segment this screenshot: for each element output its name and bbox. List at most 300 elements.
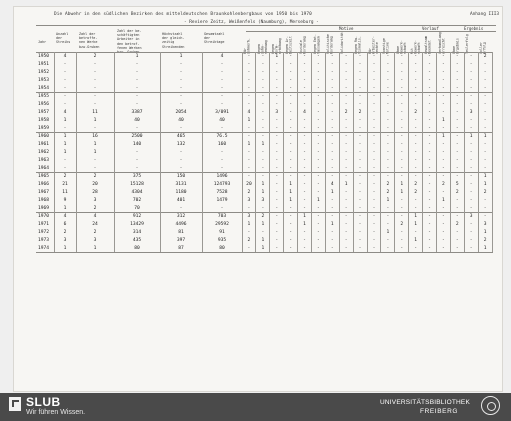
table-cell: 1 bbox=[114, 53, 160, 61]
table-cell: - bbox=[311, 124, 325, 132]
table-reference: Anhang III3 bbox=[470, 12, 500, 17]
table-cell: - bbox=[76, 101, 114, 109]
table-cell: - bbox=[381, 69, 395, 77]
table-cell: - bbox=[478, 92, 492, 100]
table-cell: - bbox=[436, 92, 450, 100]
table-cell: - bbox=[450, 76, 464, 84]
table-cell: - bbox=[450, 244, 464, 252]
table-cell: 1 bbox=[325, 189, 339, 197]
table-cell: 1 bbox=[76, 116, 114, 124]
table-cell: 1 bbox=[284, 181, 298, 189]
table-cell: - bbox=[450, 149, 464, 157]
table-cell: - bbox=[242, 156, 256, 164]
table-cell: - bbox=[409, 101, 423, 109]
table-cell: - bbox=[381, 236, 395, 244]
table-cell: - bbox=[298, 229, 312, 237]
table-cell: - bbox=[478, 61, 492, 69]
table-cell: - bbox=[298, 164, 312, 172]
table-cell: - bbox=[339, 101, 353, 109]
table-cell: - bbox=[339, 189, 353, 197]
table-cell: - bbox=[464, 141, 478, 149]
table-cell: - bbox=[381, 116, 395, 124]
table-cell: - bbox=[423, 149, 437, 157]
table-cell: - bbox=[353, 141, 367, 149]
table-cell: - bbox=[450, 196, 464, 204]
table-cell: - bbox=[450, 204, 464, 212]
table-cell: - bbox=[409, 172, 423, 180]
table-cell: 1 bbox=[298, 212, 312, 220]
table-cell: 20 bbox=[242, 181, 256, 189]
table-cell: - bbox=[339, 236, 353, 244]
table-row bbox=[36, 149, 492, 157]
vertical-header: Sonstige Motive bbox=[382, 38, 390, 54]
table-cell: - bbox=[464, 61, 478, 69]
table-cell: - bbox=[436, 156, 450, 164]
table-cell: - bbox=[353, 212, 367, 220]
table-cell: - bbox=[367, 229, 381, 237]
table-cell: - bbox=[450, 229, 464, 237]
table-cell: 1963 bbox=[36, 156, 54, 164]
table-cell: - bbox=[367, 212, 381, 220]
table-row bbox=[36, 84, 492, 92]
table-cell: 1 bbox=[76, 149, 114, 157]
table-cell: - bbox=[423, 229, 437, 237]
table-cell: 397 bbox=[160, 236, 202, 244]
vertical-header: Gegen Ar-beitszeit bbox=[284, 36, 293, 54]
table-cell: - bbox=[311, 221, 325, 229]
table-cell: - bbox=[242, 132, 256, 140]
table-cell: - bbox=[395, 236, 409, 244]
table-cell: - bbox=[256, 92, 270, 100]
table-cell: - bbox=[298, 236, 312, 244]
table-cell: 1 bbox=[284, 196, 298, 204]
table-cell: 160 bbox=[202, 141, 242, 149]
table-cell: - bbox=[202, 204, 242, 212]
table-cell: 375 bbox=[114, 172, 160, 180]
table-cell: - bbox=[436, 124, 450, 132]
table-cell: 1 bbox=[270, 53, 284, 61]
table-row bbox=[36, 124, 492, 132]
table-cell: - bbox=[298, 69, 312, 77]
table-cell: 2 bbox=[54, 172, 76, 180]
table-cell: 1180 bbox=[160, 189, 202, 197]
table-row bbox=[36, 116, 492, 124]
table-cell: 1 bbox=[256, 244, 270, 252]
table-cell: 702 bbox=[114, 196, 160, 204]
strike-table bbox=[36, 52, 493, 253]
table-cell: 1953 bbox=[36, 76, 54, 84]
vertical-header: Gewaltsam beendet bbox=[423, 36, 432, 54]
table-cell: - bbox=[450, 156, 464, 164]
university-city: FREIBERG bbox=[420, 408, 459, 415]
slub-logo-icon bbox=[9, 397, 21, 411]
vertical-header: Für Arbeiter-rechte bbox=[368, 36, 380, 54]
table-cell: - bbox=[409, 124, 423, 132]
table-cell: - bbox=[353, 53, 367, 61]
table-cell: - bbox=[311, 132, 325, 140]
table-cell: 2 bbox=[409, 181, 423, 189]
table-cell: - bbox=[339, 196, 353, 204]
table-cell: 1 bbox=[478, 132, 492, 140]
table-cell: - bbox=[256, 53, 270, 61]
table-cell: - bbox=[381, 141, 395, 149]
table-cell: 91 bbox=[202, 229, 242, 237]
table-cell: - bbox=[395, 132, 409, 140]
table-cell: - bbox=[409, 69, 423, 77]
table-cell: - bbox=[242, 69, 256, 77]
table-cell: 1 bbox=[242, 141, 256, 149]
table-cell: - bbox=[395, 229, 409, 237]
table-cell: - bbox=[54, 156, 76, 164]
table-cell: - bbox=[242, 76, 256, 84]
table-cell: 1 bbox=[284, 189, 298, 197]
table-cell: - bbox=[367, 69, 381, 77]
table-cell: - bbox=[395, 204, 409, 212]
university-seal-icon bbox=[481, 396, 500, 415]
table-cell: - bbox=[478, 116, 492, 124]
table-cell: - bbox=[270, 229, 284, 237]
table-row bbox=[36, 172, 492, 180]
table-cell: - bbox=[436, 212, 450, 220]
table-cell: - bbox=[298, 84, 312, 92]
table-cell: - bbox=[325, 141, 339, 149]
table-cell: - bbox=[367, 84, 381, 92]
vertical-header: Mit Gewerk-schaft bbox=[409, 40, 421, 54]
table-cell: - bbox=[311, 61, 325, 69]
table-cell: - bbox=[395, 69, 409, 77]
table-cell: - bbox=[381, 109, 395, 117]
table-cell: - bbox=[381, 244, 395, 252]
table-cell: - bbox=[381, 164, 395, 172]
table-cell: - bbox=[478, 212, 492, 220]
table-cell: 76.5 bbox=[202, 132, 242, 140]
table-cell: - bbox=[270, 149, 284, 157]
table-cell: 1961 bbox=[36, 141, 54, 149]
table-cell: - bbox=[423, 244, 437, 252]
table-cell: 1 bbox=[76, 141, 114, 149]
table-cell: 1 bbox=[256, 221, 270, 229]
table-cell: - bbox=[298, 124, 312, 132]
table-cell: - bbox=[284, 221, 298, 229]
table-cell: - bbox=[367, 244, 381, 252]
table-cell: 1 bbox=[325, 221, 339, 229]
table-cell: 1 bbox=[54, 149, 76, 157]
table-cell: - bbox=[270, 132, 284, 140]
table-cell: - bbox=[478, 84, 492, 92]
table-cell: 4 bbox=[202, 53, 242, 61]
table-cell: - bbox=[381, 221, 395, 229]
table-cell: - bbox=[464, 84, 478, 92]
document-title: Die Abwehr in den südlichen Bezirken des mitteldeutschen Braunkohlenbergbaus von 1950 bis 1970 bbox=[54, 12, 312, 17]
table-cell: - bbox=[395, 53, 409, 61]
table-cell: - bbox=[284, 101, 298, 109]
table-cell: - bbox=[298, 141, 312, 149]
table-cell: - bbox=[54, 101, 76, 109]
table-cell: 2 bbox=[76, 53, 114, 61]
table-top-rule bbox=[36, 25, 496, 26]
table-cell: 1 bbox=[436, 196, 450, 204]
table-cell: 15128 bbox=[114, 181, 160, 189]
table-cell: - bbox=[395, 61, 409, 69]
table-cell: 1 bbox=[242, 116, 256, 124]
table-cell: 140 bbox=[114, 141, 160, 149]
table-cell: - bbox=[298, 181, 312, 189]
table-cell: - bbox=[436, 76, 450, 84]
table-row bbox=[36, 69, 492, 77]
table-cell: - bbox=[464, 149, 478, 157]
table-cell: - bbox=[325, 132, 339, 140]
table-cell: - bbox=[381, 204, 395, 212]
table-cell: 2 bbox=[256, 212, 270, 220]
table-cell: - bbox=[339, 164, 353, 172]
table-cell: - bbox=[270, 124, 284, 132]
table-cell: - bbox=[478, 164, 492, 172]
table-cell: - bbox=[450, 53, 464, 61]
table-cell: - bbox=[298, 172, 312, 180]
table-cell: - bbox=[409, 196, 423, 204]
table-cell: - bbox=[353, 124, 367, 132]
table-cell: - bbox=[478, 124, 492, 132]
table-cell: - bbox=[464, 172, 478, 180]
table-cell: - bbox=[353, 116, 367, 124]
table-cell: - bbox=[367, 189, 381, 197]
slub-logo-text: SLUB bbox=[26, 395, 61, 409]
table-cell: - bbox=[409, 61, 423, 69]
table-cell: - bbox=[436, 69, 450, 77]
table-cell: 1 bbox=[76, 244, 114, 252]
table-cell: - bbox=[367, 196, 381, 204]
table-cell: - bbox=[381, 76, 395, 84]
table-cell: - bbox=[298, 53, 312, 61]
table-cell: - bbox=[464, 92, 478, 100]
table-cell: - bbox=[450, 61, 464, 69]
table-cell: - bbox=[395, 149, 409, 157]
table-cell: - bbox=[367, 172, 381, 180]
table-cell: - bbox=[242, 61, 256, 69]
table-cell: - bbox=[339, 116, 353, 124]
table-cell: 1967 bbox=[36, 189, 54, 197]
scanned-page bbox=[13, 6, 503, 392]
table-cell: - bbox=[450, 164, 464, 172]
table-cell: - bbox=[423, 212, 437, 220]
table-cell: - bbox=[381, 53, 395, 61]
group-heading-ergebnis: Ergebnis bbox=[464, 26, 484, 31]
table-cell: 2 bbox=[381, 189, 395, 197]
table-cell: - bbox=[464, 116, 478, 124]
table-cell: - bbox=[114, 76, 160, 84]
table-cell: - bbox=[160, 156, 202, 164]
table-cell: - bbox=[256, 116, 270, 124]
table-cell: - bbox=[353, 84, 367, 92]
table-row bbox=[36, 53, 492, 61]
table-cell: - bbox=[160, 204, 202, 212]
table-cell: 314 bbox=[114, 229, 160, 237]
table-cell: - bbox=[436, 109, 450, 117]
table-cell: - bbox=[339, 61, 353, 69]
table-cell: 3 bbox=[464, 109, 478, 117]
table-cell: 2 bbox=[409, 189, 423, 197]
table-cell: - bbox=[436, 229, 450, 237]
table-cell: 132 bbox=[160, 141, 202, 149]
table-cell: - bbox=[242, 84, 256, 92]
table-cell: - bbox=[202, 76, 242, 84]
table-cell: - bbox=[114, 69, 160, 77]
table-cell: - bbox=[160, 149, 202, 157]
table-cell: - bbox=[478, 101, 492, 109]
table-cell: - bbox=[256, 61, 270, 69]
table-cell: - bbox=[284, 172, 298, 180]
vertical-header: Teilerfolg bbox=[465, 34, 470, 54]
table-cell: 1 bbox=[256, 141, 270, 149]
table-cell: - bbox=[423, 204, 437, 212]
table-cell: - bbox=[367, 181, 381, 189]
table-cell: 6 bbox=[54, 221, 76, 229]
table-cell: - bbox=[325, 61, 339, 69]
table-cell: - bbox=[423, 181, 437, 189]
table-cell: - bbox=[395, 244, 409, 252]
table-cell: - bbox=[381, 149, 395, 157]
table-cell: 1 bbox=[311, 196, 325, 204]
table-cell: - bbox=[160, 124, 202, 132]
table-cell: - bbox=[298, 204, 312, 212]
table-cell: 401 bbox=[160, 196, 202, 204]
table-cell: - bbox=[284, 61, 298, 69]
table-cell: 124793 bbox=[202, 181, 242, 189]
table-cell: - bbox=[298, 149, 312, 157]
table-cell: 3387 bbox=[114, 109, 160, 117]
table-cell: - bbox=[311, 109, 325, 117]
table-cell: - bbox=[381, 101, 395, 109]
table-cell: 1951 bbox=[36, 61, 54, 69]
table-cell: 1959 bbox=[36, 124, 54, 132]
table-cell: 1968 bbox=[36, 196, 54, 204]
table-cell: - bbox=[325, 204, 339, 212]
vertical-header: Gegen Ra-tionalis. bbox=[354, 36, 362, 54]
table-cell: 2 bbox=[381, 181, 395, 189]
table-cell: - bbox=[381, 61, 395, 69]
table-cell: - bbox=[311, 189, 325, 197]
table-cell: - bbox=[256, 101, 270, 109]
table-cell: - bbox=[311, 53, 325, 61]
table-cell: 1971 bbox=[36, 221, 54, 229]
table-cell: - bbox=[311, 172, 325, 180]
table-cell: 1 bbox=[256, 181, 270, 189]
table-cell: - bbox=[325, 76, 339, 84]
table-cell: - bbox=[423, 92, 437, 100]
table-cell: 435 bbox=[114, 236, 160, 244]
table-cell: 1 bbox=[478, 244, 492, 252]
table-cell: - bbox=[436, 149, 450, 157]
table-row bbox=[36, 141, 492, 149]
table-cell: - bbox=[464, 196, 478, 204]
table-cell: - bbox=[450, 236, 464, 244]
table-cell: - bbox=[114, 156, 160, 164]
table-cell: - bbox=[464, 236, 478, 244]
table-cell: - bbox=[284, 212, 298, 220]
vertical-header: Soziale Forderung bbox=[298, 36, 307, 54]
table-cell: - bbox=[202, 61, 242, 69]
table-cell: - bbox=[450, 92, 464, 100]
table-cell: - bbox=[76, 92, 114, 100]
table-cell: - bbox=[353, 101, 367, 109]
table-cell: 81 bbox=[160, 229, 202, 237]
table-cell: - bbox=[464, 189, 478, 197]
table-cell: - bbox=[311, 236, 325, 244]
table-cell: 11 bbox=[54, 189, 76, 197]
vertical-header: Solidarität bbox=[340, 32, 345, 54]
table-cell: - bbox=[381, 172, 395, 180]
table-cell: - bbox=[311, 141, 325, 149]
table-cell: - bbox=[256, 149, 270, 157]
table-cell: - bbox=[160, 84, 202, 92]
table-cell: - bbox=[367, 109, 381, 117]
table-cell: - bbox=[353, 76, 367, 84]
table-cell: - bbox=[367, 116, 381, 124]
table-cell: 40 bbox=[160, 116, 202, 124]
table-cell: - bbox=[202, 101, 242, 109]
table-row bbox=[36, 236, 492, 244]
table-cell: - bbox=[76, 164, 114, 172]
table-cell: 20 bbox=[76, 181, 114, 189]
table-cell: 2 bbox=[76, 172, 114, 180]
table-cell: 2 bbox=[450, 221, 464, 229]
table-cell: 1 bbox=[54, 132, 76, 140]
table-cell: - bbox=[325, 109, 339, 117]
table-cell: - bbox=[311, 76, 325, 84]
table-cell: - bbox=[423, 69, 437, 77]
table-cell: - bbox=[409, 92, 423, 100]
table-cell: - bbox=[423, 76, 437, 84]
table-cell: - bbox=[450, 212, 464, 220]
table-cell: - bbox=[423, 196, 437, 204]
table-cell: 4 bbox=[242, 109, 256, 117]
table-cell: - bbox=[284, 109, 298, 117]
table-cell: - bbox=[284, 132, 298, 140]
table-cell: 312 bbox=[160, 212, 202, 220]
table-cell: 1 bbox=[381, 229, 395, 237]
table-cell: - bbox=[284, 156, 298, 164]
table-cell: - bbox=[436, 53, 450, 61]
table-cell: - bbox=[409, 156, 423, 164]
table-cell: - bbox=[311, 212, 325, 220]
table-cell: 1974 bbox=[36, 244, 54, 252]
table-cell: 1956 bbox=[36, 101, 54, 109]
vertical-header: Verhandlung erreicht bbox=[437, 32, 446, 54]
table-cell: - bbox=[202, 164, 242, 172]
table-cell: - bbox=[464, 204, 478, 212]
table-cell: - bbox=[409, 84, 423, 92]
table-cell: 912 bbox=[114, 212, 160, 220]
table-cell: - bbox=[242, 244, 256, 252]
table-cell: 1973 bbox=[36, 236, 54, 244]
table-cell: - bbox=[353, 61, 367, 69]
table-cell: - bbox=[409, 141, 423, 149]
table-cell: - bbox=[202, 84, 242, 92]
table-cell: 1958 bbox=[36, 116, 54, 124]
table-cell: - bbox=[423, 61, 437, 69]
table-cell: - bbox=[256, 124, 270, 132]
table-cell: - bbox=[270, 84, 284, 92]
table-row bbox=[36, 244, 492, 252]
table-cell: - bbox=[367, 141, 381, 149]
table-row bbox=[36, 212, 492, 220]
table-cell: 9 bbox=[54, 196, 76, 204]
table-cell: - bbox=[256, 109, 270, 117]
table-cell: - bbox=[395, 172, 409, 180]
table-cell: - bbox=[242, 92, 256, 100]
table-cell: 2 bbox=[76, 229, 114, 237]
table-cell: 13429 bbox=[114, 221, 160, 229]
